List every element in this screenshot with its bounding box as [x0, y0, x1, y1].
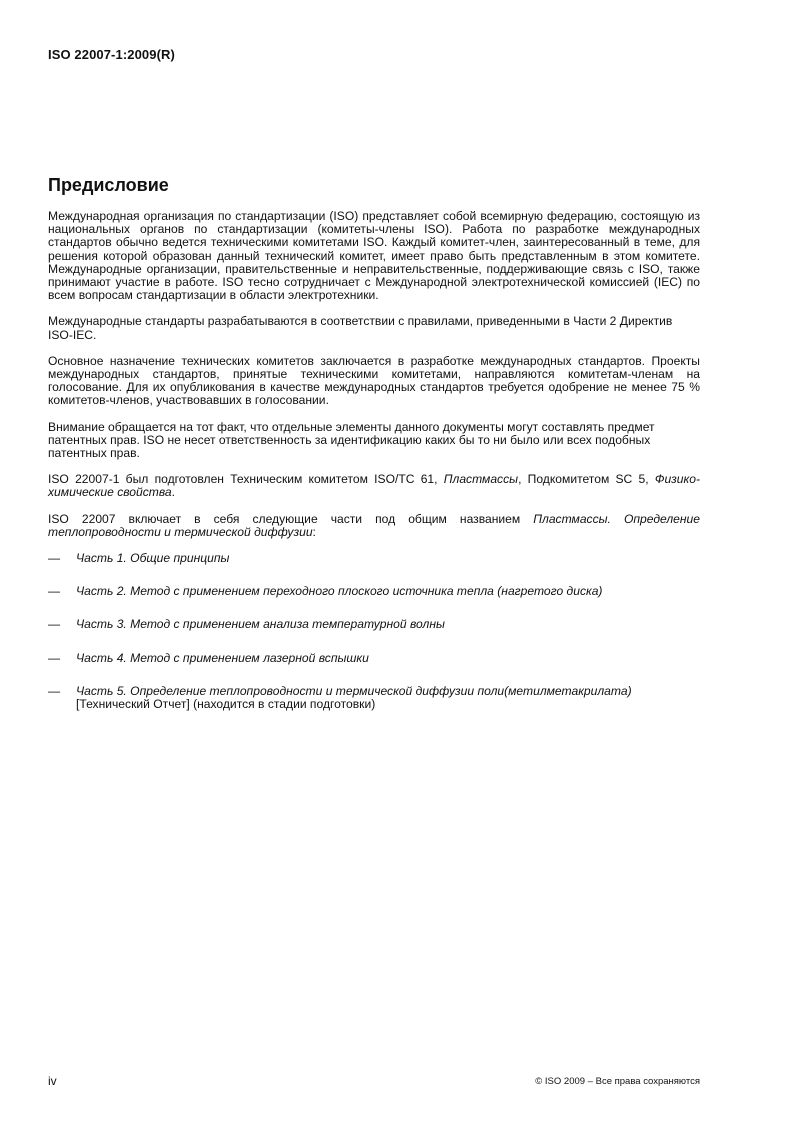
period-text: . — [171, 485, 176, 500]
prepared-by-text: ISO 22007-1 был подготовлен Техническим комитетом ISO/TC 61, — [48, 472, 444, 487]
page-title: Предисловие — [48, 175, 169, 195]
part-title: Часть 3. Метод с применением анализа температурной волны — [76, 617, 445, 632]
dash-marker: — — [48, 650, 61, 665]
dash-marker: — — [48, 617, 61, 632]
list-item — [48, 618, 700, 631]
paragraph-parts-intro — [48, 513, 700, 539]
parts-intro-text: ISO 22007 включает в себя следующие части под общим названием — [48, 511, 534, 526]
part-title: Часть 2. Метод с применением переходного плоского источника тепла (нагретого диска) — [76, 584, 603, 599]
paragraph-iso-overview: Международная организация по стандартизации (ISO) представляет собой всемирную федерацию, состоящую из национальных органов по стандартизации (комитеты-члены ISO). Работа по разработке международных стандартов обычно ведется техническими комитетами ISO. Каждый комитет-член, заинтересованный в теме, для решения которой образован данный технический комитет, имеет право быть представленным в этом комитете. Международные организации, правительственные и неправительственные, поддерживающие связь с ISO, также принимают участие в работе. ISO тесно сотрудничает с Международной электротехнической комиссией (IEC) по всем вопросам стандартизации в области электротехники. — [48, 209, 700, 303]
foreword-body — [48, 210, 700, 731]
paragraph-patent-rights: Внимание обращается на тот факт, что отдельные элементы данного документы могут составлять предмет патентных прав. ISO не несет ответственность за идентификацию каких бы то ни было или всех подобных патентных прав. — [48, 419, 655, 461]
committee-title: Пластмассы — [443, 472, 519, 487]
part-title: Часть 1. Общие принципы — [76, 551, 230, 566]
subcommittee-text: , Подкомитетом SC 5, — [518, 472, 655, 487]
colon-text: : — [312, 524, 316, 539]
copyright-notice: © ISO 2009 – Все права сохраняются — [535, 1076, 700, 1087]
document-id-header: ISO 22007-1:2009(R) — [48, 47, 175, 62]
paragraph-committees-task: Основное назначение технических комитетов заключается в разработке международных стандартов. Проекты международных стандартов, принятые техническими комитетами, направляются комитетам-членам на голосование. Для их опубликования в качестве международных стандартов требуется одобрение не менее 75 % комитетов-членов, участвовавших в голосовании. — [48, 353, 700, 408]
paragraph-prepared-by — [48, 473, 700, 499]
paragraph-directives: Международные стандарты разрабатываются в соответствии с правилами, приведенными в Части 2 Директив ISO-IEC. — [48, 314, 673, 342]
list-item — [48, 685, 700, 711]
part-note: [Технический Отчет] (находится в стадии подготовки) — [76, 697, 376, 712]
page-number: iv — [48, 1074, 57, 1088]
part-title: Часть 5. Определение теплопроводности и термической диффузии поли(метилметакрилата) — [76, 683, 632, 698]
list-item — [48, 585, 700, 598]
dash-marker: — — [48, 551, 61, 566]
subcommittee-title: Физико-химические свойства — [48, 472, 700, 500]
list-item — [48, 552, 700, 565]
parts-list — [48, 552, 700, 711]
dash-marker: — — [48, 584, 61, 599]
part-title: Часть 4. Метод с применением лазерной вспышки — [76, 650, 369, 665]
list-item — [48, 652, 700, 665]
dash-marker: — — [48, 683, 61, 698]
general-title: Пластмассы. Определение теплопроводности и термической диффузии — [48, 511, 700, 539]
